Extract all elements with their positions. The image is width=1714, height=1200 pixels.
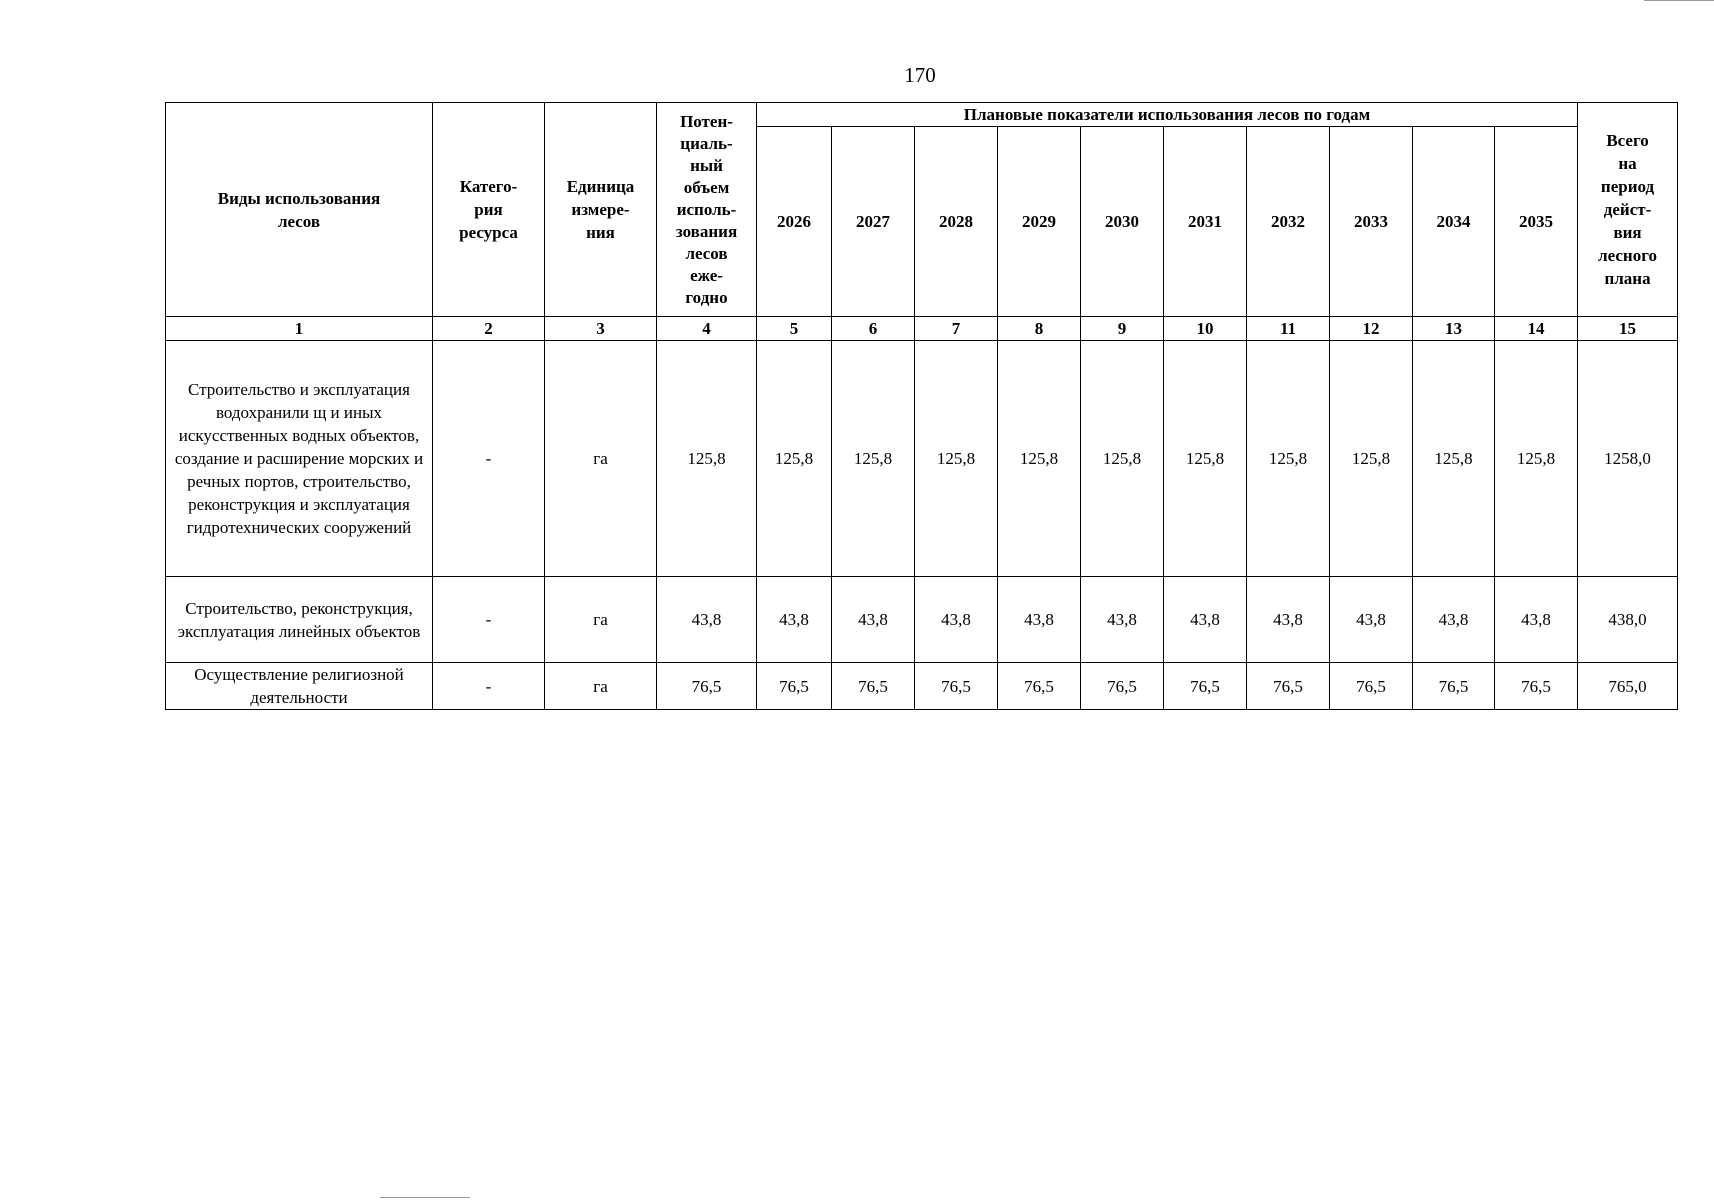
column-number: 14 [1495, 317, 1578, 341]
column-number: 8 [998, 317, 1081, 341]
header-year: 2028 [915, 127, 998, 317]
column-number: 9 [1081, 317, 1164, 341]
category-cell: - [433, 577, 545, 663]
header-category: Катего- рия ресурса [433, 103, 545, 317]
unit-cell: га [545, 341, 657, 577]
activity-cell: Строительство и эксплуатация водохранили щ и иных искусственных водных объектов, создание и расширение морских и речных портов, строительство, реконструкция и эксплуатация гидротехнических сооружений [166, 341, 433, 577]
column-number: 4 [657, 317, 757, 341]
column-number: 11 [1247, 317, 1330, 341]
column-number: 10 [1164, 317, 1247, 341]
scan-edge-mark [1644, 0, 1714, 4]
year-value-cell: 125,8 [1081, 341, 1164, 577]
year-value-cell: 43,8 [832, 577, 915, 663]
header-year: 2026 [757, 127, 832, 317]
column-number: 6 [832, 317, 915, 341]
table-row [166, 663, 1678, 710]
column-number: 2 [433, 317, 545, 341]
column-number: 1 [166, 317, 433, 341]
year-value-cell: 76,5 [998, 663, 1081, 710]
header-year: 2032 [1247, 127, 1330, 317]
forest-use-table [165, 102, 1678, 710]
column-number: 5 [757, 317, 832, 341]
total-cell: 438,0 [1578, 577, 1678, 663]
year-value-cell: 125,8 [998, 341, 1081, 577]
column-number: 7 [915, 317, 998, 341]
total-cell: 765,0 [1578, 663, 1678, 710]
column-number: 15 [1578, 317, 1678, 341]
header-activity: Виды использования лесов [166, 103, 433, 317]
column-number: 12 [1330, 317, 1413, 341]
year-value-cell: 43,8 [1495, 577, 1578, 663]
header-year: 2031 [1164, 127, 1247, 317]
potential-cell: 125,8 [657, 341, 757, 577]
year-value-cell: 76,5 [915, 663, 998, 710]
header-year: 2033 [1330, 127, 1413, 317]
header-potential: Потен- циаль- ный объем исполь- зования лесов еже- годно [657, 103, 757, 317]
year-value-cell: 125,8 [1330, 341, 1413, 577]
year-value-cell: 125,8 [1164, 341, 1247, 577]
year-value-cell: 76,5 [832, 663, 915, 710]
year-value-cell: 125,8 [757, 341, 832, 577]
year-value-cell: 43,8 [998, 577, 1081, 663]
year-value-cell: 125,8 [832, 341, 915, 577]
year-value-cell: 125,8 [915, 341, 998, 577]
scan-edge-mark [380, 1197, 470, 1198]
year-value-cell: 76,5 [1413, 663, 1495, 710]
potential-cell: 43,8 [657, 577, 757, 663]
year-value-cell: 43,8 [757, 577, 832, 663]
category-cell: - [433, 341, 545, 577]
category-cell: - [433, 663, 545, 710]
activity-cell: Строительство, реконструкция, эксплуатация линейных объектов [166, 577, 433, 663]
header-unit: Единица измере- ния [545, 103, 657, 317]
year-value-cell: 125,8 [1247, 341, 1330, 577]
table-row [166, 341, 1678, 577]
year-value-cell: 76,5 [757, 663, 832, 710]
year-value-cell: 76,5 [1247, 663, 1330, 710]
header-total: Всего на период дейст- вия лесного плана [1578, 103, 1678, 317]
year-value-cell: 43,8 [1081, 577, 1164, 663]
year-value-cell: 76,5 [1495, 663, 1578, 710]
year-value-cell: 43,8 [1330, 577, 1413, 663]
activity-cell: Осуществление религиозной деятельности [166, 663, 433, 710]
total-cell: 1258,0 [1578, 341, 1678, 577]
year-value-cell: 43,8 [1164, 577, 1247, 663]
page-number: 170 [904, 63, 936, 87]
potential-cell: 76,5 [657, 663, 757, 710]
year-value-cell: 43,8 [1413, 577, 1495, 663]
header-year: 2034 [1413, 127, 1495, 317]
header-year: 2035 [1495, 127, 1578, 317]
header-year: 2029 [998, 127, 1081, 317]
year-value-cell: 76,5 [1330, 663, 1413, 710]
year-value-cell: 125,8 [1413, 341, 1495, 577]
year-value-cell: 43,8 [915, 577, 998, 663]
year-value-cell: 76,5 [1081, 663, 1164, 710]
header-planned-by-years: Плановые показатели использования лесов по годам [757, 103, 1578, 127]
table-row [166, 577, 1678, 663]
year-value-cell: 43,8 [1247, 577, 1330, 663]
year-value-cell: 125,8 [1495, 341, 1578, 577]
column-number: 13 [1413, 317, 1495, 341]
header-year: 2030 [1081, 127, 1164, 317]
year-value-cell: 76,5 [1164, 663, 1247, 710]
unit-cell: га [545, 663, 657, 710]
column-number: 3 [545, 317, 657, 341]
unit-cell: га [545, 577, 657, 663]
header-year: 2027 [832, 127, 915, 317]
